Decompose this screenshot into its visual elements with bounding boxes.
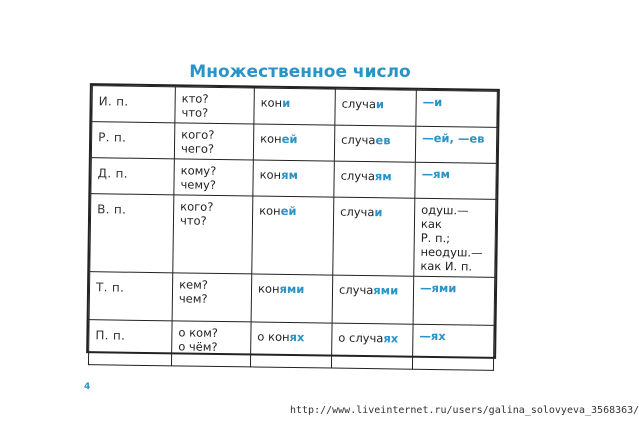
- case-cell: П. п.: [88, 320, 172, 366]
- word-ending: ях: [383, 331, 399, 346]
- page-number: 4: [84, 382, 91, 392]
- ending-cell: [415, 126, 497, 163]
- question-text: кому?: [180, 163, 217, 178]
- word-ending: ям: [281, 167, 299, 183]
- ending-text: Р. п.;: [420, 230, 451, 246]
- question-cell: [173, 195, 253, 274]
- word-case-cell: [335, 89, 416, 126]
- word-horse-cell: [254, 88, 335, 125]
- question-text: что?: [179, 213, 207, 228]
- case-cell: Д. п.: [91, 158, 175, 195]
- word-stem: кон: [259, 203, 281, 218]
- word-case-cell: [331, 323, 413, 369]
- page-title: Множественное число: [189, 62, 411, 82]
- question-text: что?: [181, 105, 209, 120]
- word-ending: и: [374, 205, 383, 220]
- case-cell: Р. п.: [91, 122, 175, 159]
- ending-text: —ям: [421, 166, 451, 182]
- ending-cell: [413, 276, 495, 325]
- word-ending: ям: [374, 169, 392, 184]
- word-horse-cell: [252, 196, 334, 275]
- ending-text: одуш.— как: [420, 202, 469, 232]
- ending-cell: [416, 90, 498, 127]
- question-cell: [174, 123, 253, 160]
- word-stem: кон: [260, 95, 283, 110]
- case-cell: И. п.: [92, 86, 176, 123]
- table-row: [91, 122, 496, 164]
- word-stem: случа: [340, 168, 376, 184]
- word-ending: ях: [289, 329, 305, 345]
- declension-table: [86, 83, 500, 359]
- word-ending: ями: [373, 283, 399, 298]
- question-text: кого?: [180, 199, 214, 214]
- ending-text: неодуш.—: [420, 244, 483, 260]
- word-horse-cell: [253, 124, 334, 161]
- table-row: [90, 194, 496, 278]
- word-case-cell: [334, 125, 415, 162]
- word-ending: ев: [375, 133, 391, 148]
- table-row: [91, 158, 496, 200]
- question-cell: [172, 273, 252, 322]
- question-text: чего?: [180, 141, 215, 156]
- case-cell: В. п.: [90, 194, 174, 273]
- word-ending: ей: [280, 203, 297, 219]
- ending-text: —ей, —ев: [422, 130, 485, 146]
- word-horse-cell: [251, 274, 333, 323]
- word-horse-cell: [250, 322, 332, 368]
- ending-cell: [414, 198, 496, 277]
- question-text: о ком?: [178, 325, 218, 340]
- ending-text: —и: [422, 94, 443, 110]
- table-row: [89, 272, 495, 326]
- ending-cell: [415, 162, 497, 199]
- word-ending: ей: [281, 131, 298, 147]
- word-stem: о случа: [338, 330, 384, 346]
- word-stem: случа: [341, 96, 377, 112]
- word-stem: случа: [341, 132, 376, 148]
- word-horse-cell: [253, 160, 334, 197]
- word-stem: кон: [260, 131, 282, 146]
- word-stem: кон: [257, 281, 280, 296]
- source-url: http://www.liveinternet.ru/users/galina_solovyeva_3568363/: [290, 405, 639, 416]
- ending-text: —ями: [419, 280, 457, 296]
- word-case-cell: [333, 197, 415, 276]
- word-case-cell: [332, 275, 414, 324]
- question-text: чему?: [180, 177, 217, 192]
- question-text: о чём?: [178, 339, 218, 354]
- word-stem: о кон: [257, 329, 290, 344]
- case-cell: Т. п.: [89, 272, 173, 321]
- ending-text: как И. п.: [420, 258, 473, 274]
- table-row: [88, 320, 494, 371]
- word-ending: ями: [279, 281, 305, 297]
- ending-cell: [412, 324, 494, 370]
- table-row: [92, 86, 497, 128]
- word-stem: кон: [259, 167, 282, 182]
- ending-text: —ях: [419, 328, 446, 344]
- word-ending: и: [282, 95, 291, 110]
- word-stem: случа: [340, 204, 375, 220]
- question-text: кого?: [181, 127, 215, 142]
- question-text: кем?: [179, 277, 209, 292]
- word-case-cell: [334, 161, 415, 198]
- question-cell: [175, 87, 254, 124]
- question-cell: [171, 321, 251, 367]
- word-ending: и: [375, 97, 385, 112]
- word-stem: случа: [338, 282, 374, 298]
- question-text: чем?: [178, 291, 208, 306]
- question-text: кто?: [181, 91, 209, 106]
- question-cell: [174, 159, 253, 196]
